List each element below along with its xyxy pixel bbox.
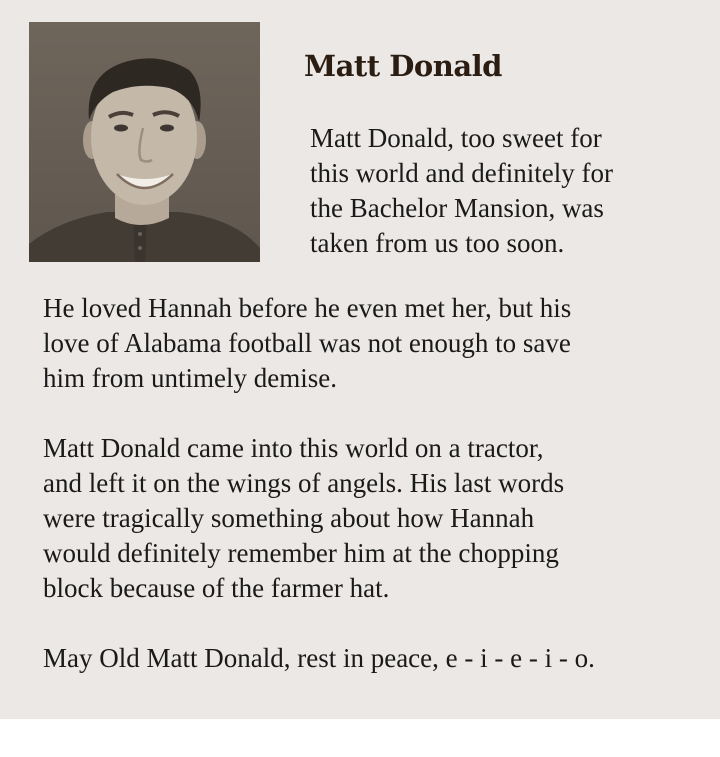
paragraph-line: were tragically something about how Hannah bbox=[43, 503, 535, 533]
portrait-photo bbox=[29, 22, 260, 262]
paragraph-tractor-angels bbox=[43, 431, 703, 606]
paragraph-line: He loved Hannah before he even met her, but his bbox=[43, 293, 572, 323]
paragraph-line: block because of the farmer hat. bbox=[43, 573, 390, 603]
paragraph-line: love of Alabama football was not enough to save bbox=[43, 328, 571, 358]
intro-paragraph bbox=[310, 121, 700, 261]
paragraph-line: would definitely remember him at the chopping bbox=[43, 538, 559, 568]
memorial-name: Matt Donald bbox=[304, 49, 502, 83]
paragraph-line: and left it on the wings of angels. His last words bbox=[43, 468, 565, 498]
intro-line: Matt Donald, too sweet for bbox=[310, 123, 602, 153]
intro-line: this world and definitely for bbox=[310, 158, 613, 188]
intro-line: taken from us too soon. bbox=[310, 228, 565, 258]
intro-line: the Bachelor Mansion, was bbox=[310, 193, 604, 223]
paragraph-rest-in-peace bbox=[43, 641, 703, 676]
paragraph-line: Matt Donald came into this world on a tractor, bbox=[43, 433, 544, 463]
paragraph-hannah-football bbox=[43, 291, 703, 396]
paragraph-line: him from untimely demise. bbox=[43, 363, 337, 393]
paragraph-line: May Old Matt Donald, rest in peace, e - i - e - i - o. bbox=[43, 643, 595, 673]
